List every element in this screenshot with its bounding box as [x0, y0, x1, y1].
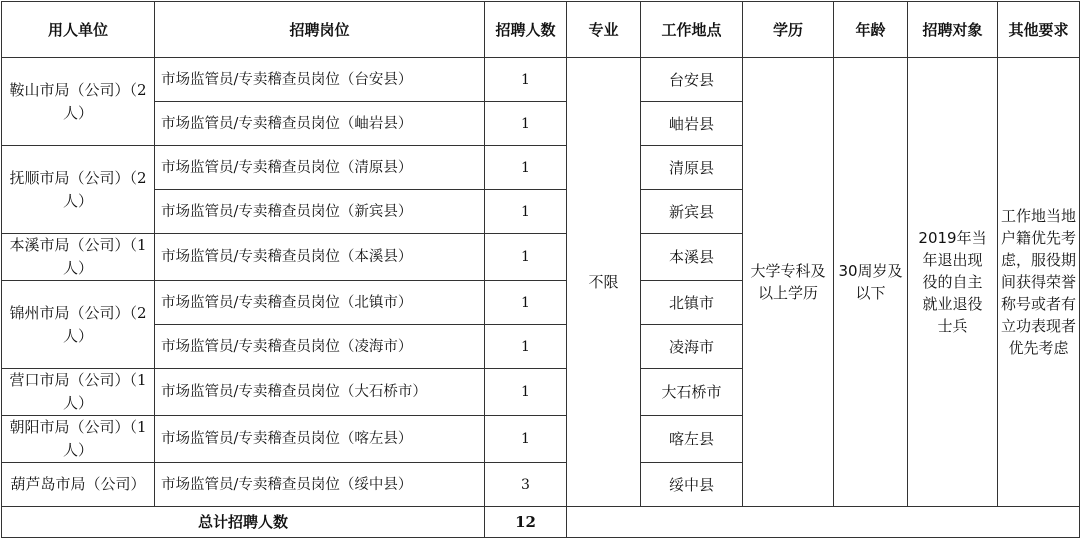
header-other: 其他要求: [998, 2, 1080, 58]
count-cell: 1: [485, 146, 567, 190]
header-count: 招聘人数: [485, 2, 567, 58]
location-cell: 台安县: [641, 58, 743, 102]
count-cell: 1: [485, 281, 567, 325]
total-label: 总计招聘人数: [2, 507, 485, 538]
count-cell: 1: [485, 58, 567, 102]
position-cell: 市场监管员/专卖稽查员岗位（岫岩县）: [155, 102, 485, 146]
education-cell: 大学专科及以上学历: [743, 58, 834, 507]
recruitment-table: [1, 1, 1080, 538]
location-cell: 本溪县: [641, 234, 743, 281]
position-cell: 市场监管员/专卖稽查员岗位（台安县）: [155, 58, 485, 102]
count-cell: 1: [485, 102, 567, 146]
count-cell: 1: [485, 325, 567, 369]
location-cell: 北镇市: [641, 281, 743, 325]
position-cell: 市场监管员/专卖稽查员岗位（绥中县）: [155, 463, 485, 507]
location-cell: 绥中县: [641, 463, 743, 507]
header-location: 工作地点: [641, 2, 743, 58]
position-cell: 市场监管员/专卖稽查员岗位（清原县）: [155, 146, 485, 190]
header-row: [2, 2, 1080, 58]
location-cell: 岫岩县: [641, 102, 743, 146]
header-major: 专业: [567, 2, 641, 58]
header-unit: 用人单位: [2, 2, 155, 58]
location-cell: 喀左县: [641, 416, 743, 463]
unit-cell: 鞍山市局（公司）（2人）: [2, 58, 155, 146]
major-cell: 不限: [567, 58, 641, 507]
location-cell: 大石桥市: [641, 369, 743, 416]
location-cell: 新宾县: [641, 190, 743, 234]
count-cell: 1: [485, 369, 567, 416]
count-cell: 3: [485, 463, 567, 507]
position-cell: 市场监管员/专卖稽查员岗位（凌海市）: [155, 325, 485, 369]
position-cell: 市场监管员/专卖稽查员岗位（新宾县）: [155, 190, 485, 234]
unit-cell: 锦州市局（公司）（2人）: [2, 281, 155, 369]
count-cell: 1: [485, 416, 567, 463]
location-cell: 凌海市: [641, 325, 743, 369]
unit-cell: 葫芦岛市局（公司）: [2, 463, 155, 507]
header-target: 招聘对象: [908, 2, 998, 58]
header-education: 学历: [743, 2, 834, 58]
unit-cell: 营口市局（公司）（1人）: [2, 369, 155, 416]
position-cell: 市场监管员/专卖稽查员岗位（喀左县）: [155, 416, 485, 463]
target-cell: 2019年当年退出现役的自主就业退役士兵: [908, 58, 998, 507]
other-requirements-cell: 工作地当地户籍优先考虑，服役期间获得荣誉称号或者有立功表现者优先考虑: [998, 58, 1080, 507]
unit-cell: 本溪市局（公司）（1人）: [2, 234, 155, 281]
total-value: 12: [485, 507, 567, 538]
table-row: [2, 58, 1080, 102]
age-cell: 30周岁及以下: [834, 58, 908, 507]
header-position: 招聘岗位: [155, 2, 485, 58]
count-cell: 1: [485, 190, 567, 234]
count-cell: 1: [485, 234, 567, 281]
location-cell: 清原县: [641, 146, 743, 190]
unit-cell: 抚顺市局（公司）（2人）: [2, 146, 155, 234]
position-cell: 市场监管员/专卖稽查员岗位（本溪县）: [155, 234, 485, 281]
header-age: 年龄: [834, 2, 908, 58]
position-cell: 市场监管员/专卖稽查员岗位（北镇市）: [155, 281, 485, 325]
position-cell: 市场监管员/专卖稽查员岗位（大石桥市）: [155, 369, 485, 416]
unit-cell: 朝阳市局（公司）（1人）: [2, 416, 155, 463]
